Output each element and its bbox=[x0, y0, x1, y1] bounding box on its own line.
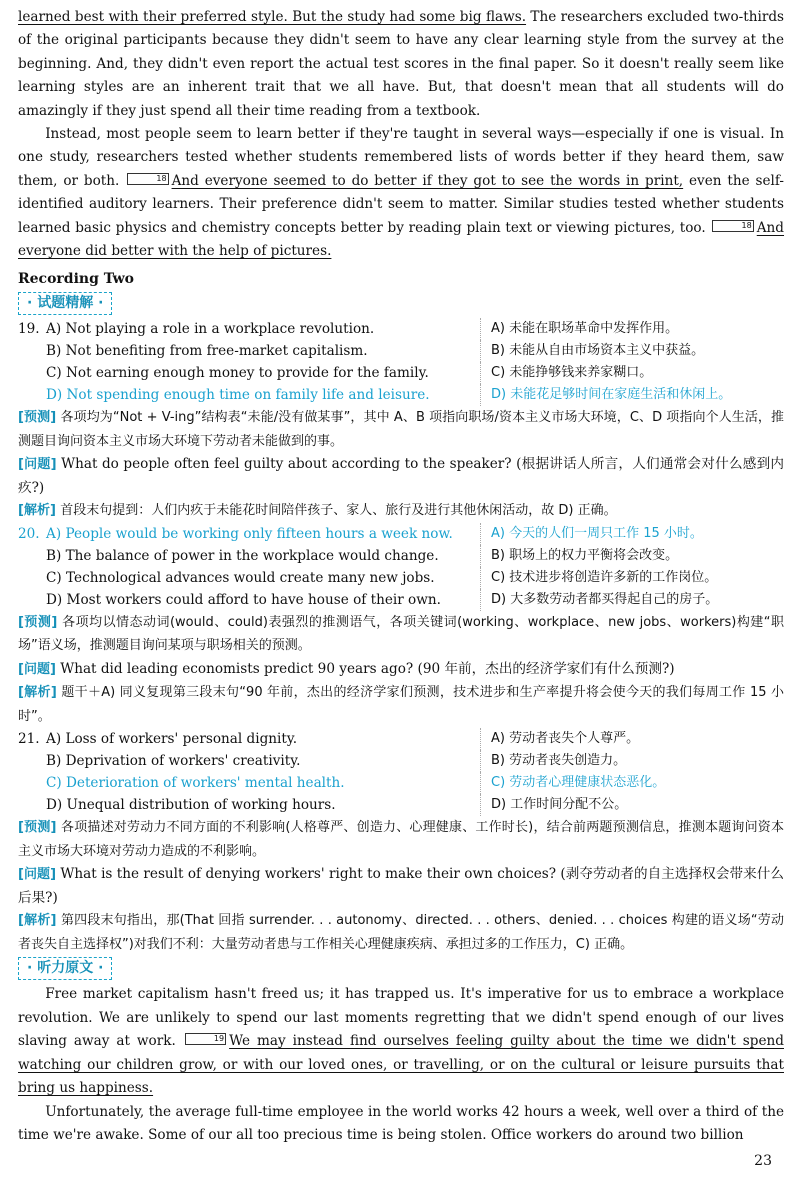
option-text: D) Not spending enough time on family life and leisure. bbox=[46, 387, 430, 404]
option-text: A) People would be working only fifteen hours a week now. bbox=[46, 525, 453, 542]
option-text: C) Deterioration of workers' mental health. bbox=[46, 775, 345, 792]
option-english bbox=[18, 567, 480, 589]
option-english bbox=[18, 545, 480, 567]
note-label: [问题] bbox=[18, 867, 57, 883]
option-text: B) Deprivation of workers' creativity. bbox=[46, 753, 301, 770]
note-text: 各项均为“Not + V-ing”结构表“未能/没有做某事”，其中 A、B 项指向职场/资本主义市场大环境，C、D 项指向个人生活，推测题目询问资本主义市场大环境下劳动者未能做到的事。 bbox=[18, 410, 784, 449]
option-chinese: C) 劳动者心理健康状态恶化。 bbox=[480, 772, 784, 794]
transcript-paragraph-1 bbox=[18, 983, 784, 1100]
transcript-section-tag: · 听力原文 · bbox=[18, 957, 112, 980]
option-english bbox=[18, 750, 480, 772]
option-english bbox=[18, 794, 480, 816]
recording-title: Recording Two bbox=[18, 271, 134, 288]
option-chinese: A) 未能在职场革命中发挥作用。 bbox=[480, 318, 784, 340]
questions-list bbox=[18, 318, 784, 956]
option-chinese: B) 劳动者丧失创造力。 bbox=[480, 750, 784, 772]
page-number: 23 bbox=[754, 1153, 772, 1169]
note-text: 第四段末句指出，那(That 回指 surrender. . . autonomy、directed. . . others、denied. . . choices 构建的语义场“劳动者丧失自主选择权”)对我们不利：大量劳动者患与工作相关心理健康疾病、承担过多的工作压力，C) 正确。 bbox=[18, 913, 784, 952]
questions-section-tag: · 试题精解 · bbox=[18, 292, 112, 315]
transcript-paragraph-2: Unfortunately, the average full-time employee in the world works 42 hours a week, well over a third of the time we're awake. Some of our all too precious time is being stolen. Office workers do around two billion bbox=[18, 1103, 784, 1143]
option-english bbox=[18, 523, 480, 545]
note-label: [问题] bbox=[18, 661, 56, 677]
question-note bbox=[18, 863, 784, 909]
option-text: D) Unequal distribution of working hours. bbox=[46, 797, 336, 814]
paragraph-text: The researchers excluded two-thirds of the original participants because they didn't seem to have any clear learning style from the survey at the beginning. And, they didn't even report the actual test scores in the final paper. So it doesn't really seem like learning styles are an inherent trait that we all have. But, that doesn't mean that all students will do amazingly if they just spend all their time reading from a textbook. bbox=[18, 9, 784, 119]
option-chinese: B) 职场上的权力平衡将会改变。 bbox=[480, 545, 784, 567]
note-text: 各项描述对劳动力不同方面的不利影响(人格尊严、创造力、心理健康、工作时长)，结合前两题预测信息，推测本题询问资本主义市场大环境对劳动力造成的不利影响。 bbox=[18, 820, 784, 859]
option-text: C) Not earning enough money to provide for the family. bbox=[46, 365, 429, 382]
option-row bbox=[18, 545, 784, 567]
intro-paragraph-2 bbox=[18, 123, 784, 263]
option-row bbox=[18, 523, 784, 545]
note-text: What did leading economists predict 90 years ago? (90 年前，杰出的经济学家们有什么预测?) bbox=[60, 660, 675, 677]
option-row bbox=[18, 384, 784, 406]
note-text: What do people often feel guilty about according to the speaker? (根据讲话人所言，人们通常会对什么感到内疚?) bbox=[18, 456, 785, 496]
note-label: [预测] bbox=[18, 614, 58, 630]
option-row bbox=[18, 362, 784, 384]
question-note bbox=[18, 658, 784, 682]
option-text: B) Not benefiting from free-market capitalism. bbox=[46, 343, 368, 360]
option-chinese: D) 大多数劳动者都买得起自己的房子。 bbox=[480, 589, 784, 611]
question-number: 21. bbox=[18, 731, 40, 748]
prediction-note bbox=[18, 611, 784, 658]
option-chinese: B) 未能从自由市场资本主义中获益。 bbox=[480, 340, 784, 362]
question-note bbox=[18, 453, 784, 499]
underlined-sentence: learned best with their preferred style. But the study had some big flaws. bbox=[18, 9, 527, 25]
note-label: [预测] bbox=[18, 410, 57, 426]
analysis-note bbox=[18, 909, 784, 956]
paragraph-text: even the self-identified auditory learners. Their preference didn't seem to matter. Similar studies tested whether students learned basic physics and chemistry concepts better by reading plain text or viewing pictures, too. bbox=[18, 172, 785, 236]
option-row bbox=[18, 340, 784, 362]
note-label: [预测] bbox=[18, 820, 57, 836]
option-row bbox=[18, 728, 784, 750]
note-label: [解析] bbox=[18, 503, 56, 519]
option-text: D) Most workers could afford to have house of their own. bbox=[46, 591, 441, 608]
note-label: [问题] bbox=[18, 457, 57, 473]
note-label: [解析] bbox=[18, 913, 57, 929]
underlined-sentence: And everyone did better with the help of pictures. bbox=[18, 219, 785, 260]
option-chinese: C) 未能挣够钱来养家糊口。 bbox=[480, 362, 784, 384]
note-text: What is the result of denying workers' right to make their own choices? (剥夺劳动者的自主选择权会带来什么后果?) bbox=[18, 866, 784, 906]
intro-paragraph-1 bbox=[18, 6, 784, 123]
paragraph-text: Instead, most people seem to learn better if they're taught in several ways—especially if one is visual. In one study, researchers tested whether students remembered lists of words better if they heard them, saw them, or both. bbox=[18, 126, 784, 189]
option-english bbox=[18, 772, 480, 794]
analysis-note bbox=[18, 499, 784, 523]
option-english bbox=[18, 728, 480, 750]
note-text: 首段末句提到：人们内疚于未能花时间陪伴孩子、家人、旅行及进行其他休闲活动，故 D) 正确。 bbox=[60, 503, 617, 519]
option-text: A) Not playing a role in a workplace revolution. bbox=[46, 321, 375, 338]
marker-19: 19 bbox=[185, 1033, 226, 1045]
question-block bbox=[18, 728, 784, 956]
option-row bbox=[18, 794, 784, 816]
option-english bbox=[18, 384, 480, 406]
option-english bbox=[18, 340, 480, 362]
option-text: A) Loss of workers' personal dignity. bbox=[46, 731, 298, 748]
option-chinese: A) 今天的人们一周只工作 15 小时。 bbox=[480, 523, 784, 545]
note-label: [解析] bbox=[18, 685, 57, 701]
paragraph-text: Free market capitalism hasn't freed us; it has trapped us. It's imperative for us to embrace a workplace revolution. We are unlikely to spend our last moments regretting that we didn't spend enough of our lives slaving away at work. bbox=[18, 986, 784, 1050]
option-chinese: C) 技术进步将创造许多新的工作岗位。 bbox=[480, 567, 784, 589]
option-english bbox=[18, 318, 480, 340]
underlined-sentence: We may instead find ourselves feeling guilty about the time we didn't spend watching our children grow, or with our loved ones, or travelling, or on the cultural or leisure pursuits that bring us happiness. bbox=[18, 1033, 784, 1097]
marker-18-a: 18 bbox=[127, 173, 168, 185]
option-row bbox=[18, 318, 784, 340]
option-chinese: A) 劳动者丧失个人尊严。 bbox=[480, 728, 784, 750]
prediction-note bbox=[18, 406, 784, 453]
marker-18-b: 18 bbox=[712, 220, 753, 232]
question-block bbox=[18, 318, 784, 523]
option-english bbox=[18, 362, 480, 384]
analysis-note bbox=[18, 681, 784, 728]
option-row bbox=[18, 772, 784, 794]
note-text: 题干＋A) 同义复现第三段末句“90 年前，杰出的经济学家们预测，技术进步和生产率提升将会使今天的我们每周工作 15 小时”。 bbox=[18, 685, 784, 724]
prediction-note bbox=[18, 816, 784, 863]
option-row bbox=[18, 750, 784, 772]
option-text: B) The balance of power in the workplace would change. bbox=[46, 547, 439, 564]
option-chinese: D) 工作时间分配不公。 bbox=[480, 794, 784, 816]
option-text: C) Technological advances would create many new jobs. bbox=[46, 569, 435, 586]
option-english bbox=[18, 589, 480, 611]
question-number: 19. bbox=[18, 321, 40, 338]
underlined-sentence: And everyone seemed to do better if they got to see the words in print, bbox=[171, 172, 684, 189]
option-row bbox=[18, 567, 784, 589]
option-row bbox=[18, 589, 784, 611]
document-page bbox=[18, 6, 784, 1147]
question-number: 20. bbox=[18, 525, 40, 542]
note-text: 各项均以情态动词(would、could)表强烈的推测语气，各项关键词(working、workplace、new jobs、workers)构建“职场”语义场，推测题目询问某项与职场相关的预测。 bbox=[18, 614, 784, 654]
question-block bbox=[18, 523, 784, 729]
option-chinese: D) 未能花足够时间在家庭生活和休闲上。 bbox=[480, 384, 784, 406]
